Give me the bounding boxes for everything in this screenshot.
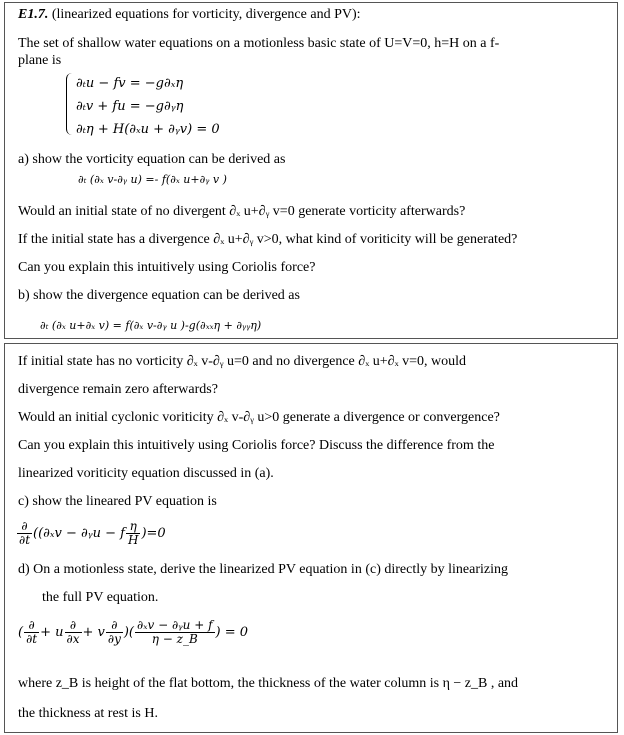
equation-u-momentum: ∂ₜu − fv = −g∂ₓη (76, 76, 184, 91)
pv-fraction: $\frac{\text{∂ₓv − ∂ᵧu + f}}{\eta - z\_B}$ (137, 618, 213, 646)
part-a-question-3: Can you explain this intuitively using Coriolis force? (18, 260, 316, 275)
intro-line-2: plane is (18, 53, 62, 68)
problem-title: (linearized equations for vorticity, divergence and PV): (48, 7, 361, 22)
part-d-text: d) On a motionless state, derive the linearized PV equation in (c) directly by linearizing (18, 562, 508, 577)
part-a-question-1: Would an initial state of no divergent ∂ₓ u+∂ᵧ v=0 generate vorticity afterwards? (18, 204, 466, 219)
problem-header (18, 7, 361, 23)
part-b-question-3-cont: linearized voriticity equation discussed in (a). (18, 466, 274, 481)
part-b-question-1: If initial state has no vorticity ∂ₓ v-∂ᵧ u=0 and no divergence ∂ₓ u+∂ₓ v=0, would (18, 354, 467, 369)
pv-linear-equation: $\frac{\partial}{\partial t}$ ((∂ₓv − ∂ᵧu − f $\frac{\eta}{H}$ )=0 (19, 519, 166, 547)
part-b-text: b) show the divergence equation can be derived as (18, 288, 300, 303)
part-a-text: a) show the vorticity equation can be derived as (18, 152, 286, 167)
part-b-question-2: Would an initial cyclonic voriticity ∂ₓ v-∂ᵧ u>0 generate a divergence or convergence? (18, 410, 500, 425)
part-d-text-cont: the full PV equation. (42, 590, 159, 605)
part-c-text: c) show the lineared PV equation is (18, 494, 217, 509)
intro-line-1: The set of shallow water equations on a motionless basic state of U=V=0, h=H on a f- (18, 36, 500, 51)
part-b-question-3: Can you explain this intuitively using Coriolis force? Discuss the difference from the (18, 438, 495, 453)
part-b-question-1-cont: divergence remain zero afterwards? (18, 382, 218, 397)
part-a-question-2: If the initial state has a divergence ∂ₓ u+∂ᵧ v>0, what kind of voriticity will be generated? (18, 232, 518, 247)
full-pv-equation: ( $\frac{\partial}{\partial t}$ + u $\frac{\partial}{\partial x}$ + v $\frac{\partial}{\partial y}$ )( $\frac{\text{∂ₓv − ∂ᵧu + f}}{\eta - z\_B}$ ) = 0 (18, 618, 249, 646)
ddt-fraction: $\frac{\partial}{\partial t}$ (19, 519, 31, 547)
footer-line-2: the thickness at rest is H. (18, 706, 158, 721)
equation-v-momentum: ∂ₜv + fu = −g∂ᵧη (76, 99, 184, 114)
equation-brace (66, 73, 74, 135)
eta-over-h-fraction: $\frac{\eta}{H}$ (127, 519, 139, 547)
divergence-equation: ∂ₜ (∂ₓ u+∂ₓ v) = f(∂ₓ v-∂ᵧ u )-g(∂ₓₓη + ∂ᵧᵧη) (40, 319, 262, 332)
footer-line-1: where z_B is height of the flat bottom, the thickness of the water column is η − z_B , and (18, 676, 519, 691)
vorticity-equation: ∂ₜ (∂ₓ v-∂ᵧ u) =- f(∂ₓ u+∂ᵧ v ) (78, 173, 227, 186)
problem-label: E1.7. (18, 7, 49, 22)
equation-continuity: ∂ₜη + H(∂ₓu + ∂ᵧv) = 0 (76, 122, 220, 137)
